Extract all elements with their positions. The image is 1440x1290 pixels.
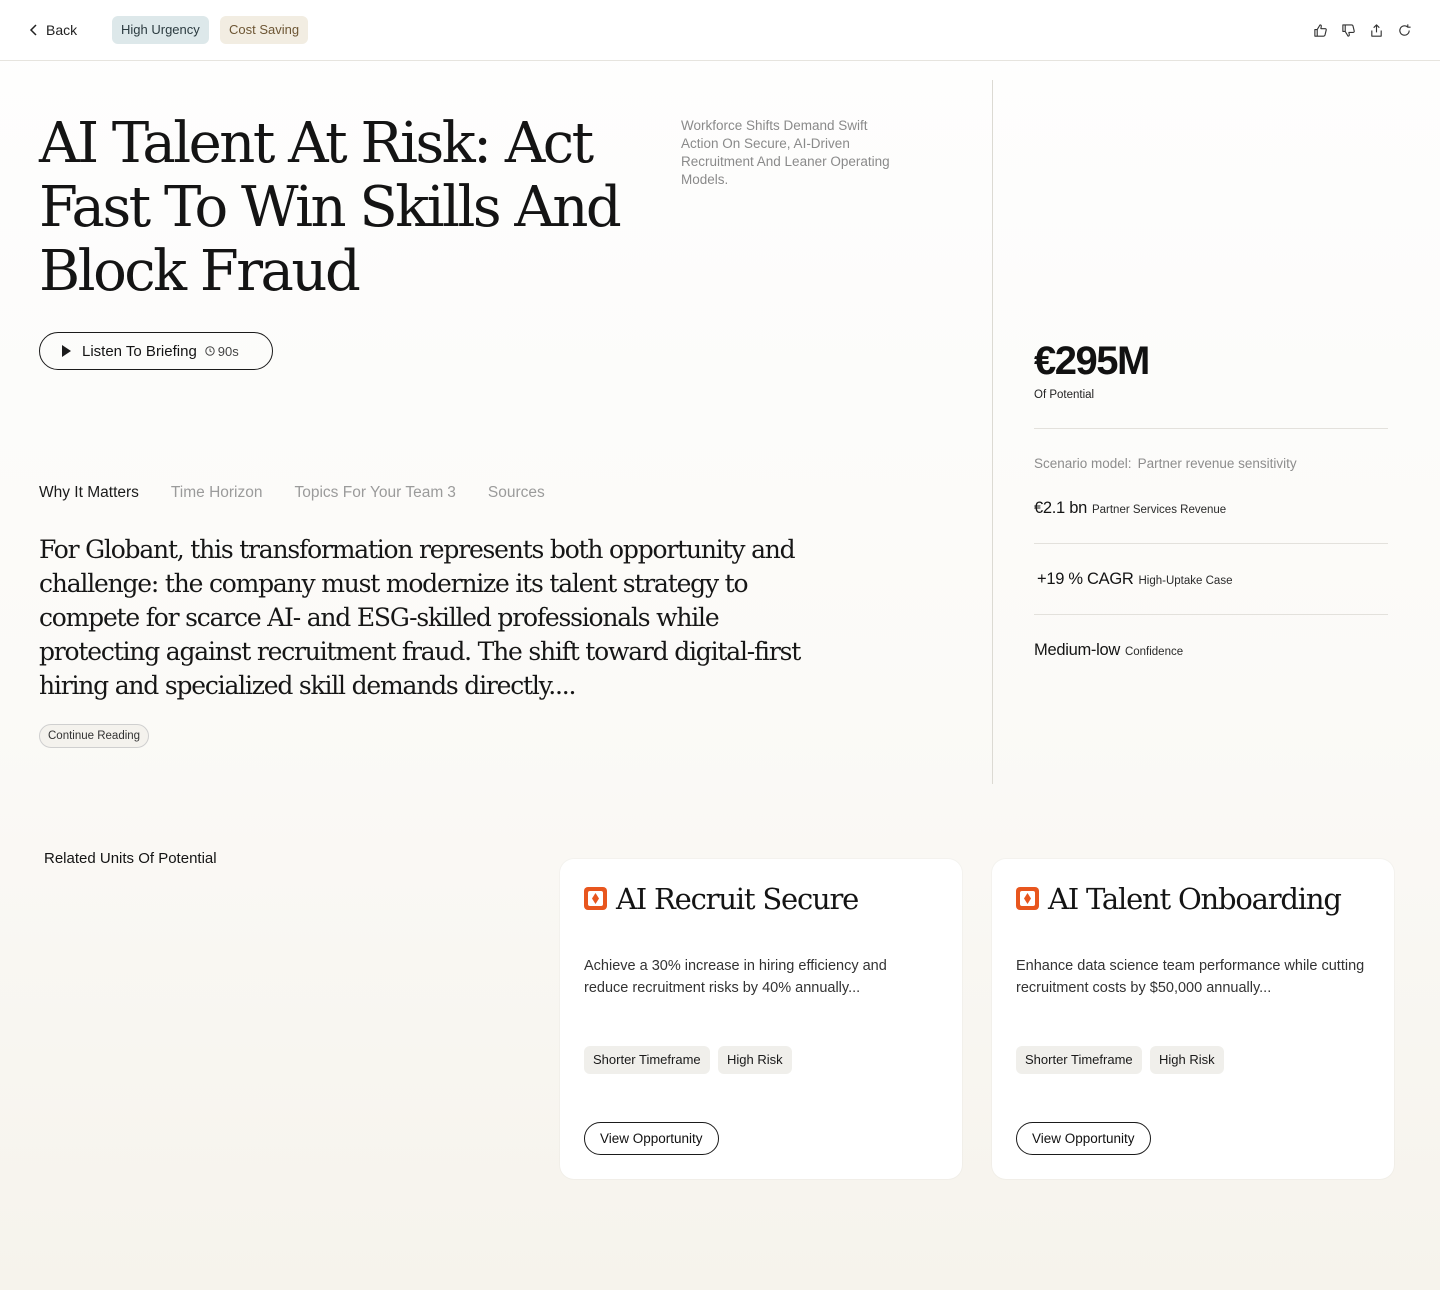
tab-topics-for-your-team[interactable] (295, 484, 456, 502)
listen-briefing-button[interactable] (39, 332, 273, 370)
metric-row-value: Medium-low (1034, 641, 1120, 659)
divider (1034, 543, 1388, 544)
scenario-model (1034, 456, 1297, 471)
potential-caption: Of Potential (1034, 389, 1095, 401)
chevron-left-icon (28, 24, 40, 36)
back-button[interactable] (28, 18, 77, 42)
top-bar (0, 0, 1440, 61)
potential-value: €295M (1034, 339, 1149, 383)
header-actions (1312, 20, 1412, 40)
section-tabs (39, 484, 545, 502)
metric-row (1034, 499, 1226, 518)
risk-chip: High Risk (1150, 1046, 1224, 1074)
scenario-label: Scenario model: (1034, 456, 1132, 471)
listen-label: Listen To Briefing (82, 342, 197, 360)
back-label: Back (46, 22, 78, 38)
tab-sources[interactable]: Sources (487, 484, 545, 501)
metric-row-label: Partner Services Revenue (1091, 504, 1227, 516)
tab-time-horizon[interactable]: Time Horizon (170, 484, 263, 501)
divider (1034, 614, 1388, 615)
card-description: Achieve a 30% increase in hiring efficiency and reduce recruitment risks by 40% annually... (584, 958, 887, 996)
listen-duration: 90s (217, 343, 239, 359)
metric-row (1034, 641, 1183, 660)
why-it-matters-text: For Globant, this transformation represents both opportunity and challenge: the company must modernize its talent strategy to compete for scarce AI- and ESG-skilled professionals while protecting against recruitment fraud. The shift toward digital-first hiring and specialized skill demands directly.... (39, 535, 801, 700)
timeframe-chip: Shorter Timeframe (1016, 1046, 1142, 1074)
card-title: AI Recruit Secure (616, 882, 859, 916)
clock-icon (205, 346, 215, 356)
refresh-icon[interactable] (1396, 20, 1412, 40)
thumbs-up-icon[interactable] (1312, 20, 1328, 40)
tab-why-it-matters[interactable]: Why It Matters (39, 484, 139, 501)
view-opportunity-button[interactable]: View Opportunity (1016, 1122, 1151, 1155)
brand-logo-icon (584, 887, 607, 910)
card-title: AI Talent Onboarding (1048, 882, 1341, 916)
metric-row-value: €2.1 bn (1034, 499, 1087, 517)
urgency-tag: High Urgency (112, 16, 209, 44)
brand-logo-icon (1016, 887, 1039, 910)
share-icon[interactable] (1368, 20, 1384, 40)
page-title: AI Talent At Risk: Act Fast To Win Skills And Block Fraud (39, 111, 620, 304)
divider (1034, 428, 1388, 429)
risk-chip: High Risk (718, 1046, 792, 1074)
related-section-title: Related Units Of Potential (44, 850, 217, 867)
scenario-value: Partner revenue sensitivity (1137, 456, 1297, 471)
related-card (560, 859, 962, 1179)
related-card (992, 859, 1394, 1179)
continue-reading-button[interactable]: Continue Reading (39, 724, 149, 748)
page-subtitle: Workforce Shifts Demand Swift Action On Secure, AI-Driven Recruitment And Leaner Operating Models. (681, 118, 890, 187)
category-tag: Cost Saving (220, 16, 308, 44)
view-opportunity-button[interactable]: View Opportunity (584, 1122, 719, 1155)
thumbs-down-icon[interactable] (1340, 20, 1356, 40)
tab-label: Topics For Your Team (294, 484, 444, 501)
tab-count-badge: 3 (447, 484, 456, 501)
vertical-divider (992, 80, 993, 784)
play-icon (62, 345, 71, 357)
metric-row-value: +19 % CAGR (1037, 570, 1134, 588)
metric-row-label: Confidence (1124, 646, 1184, 658)
metric-row (1037, 570, 1232, 589)
metric-row-label: High-Uptake Case (1138, 575, 1233, 587)
card-description: Enhance data science team performance while cutting recruitment costs by $50,000 annually... (1016, 958, 1365, 996)
timeframe-chip: Shorter Timeframe (584, 1046, 710, 1074)
